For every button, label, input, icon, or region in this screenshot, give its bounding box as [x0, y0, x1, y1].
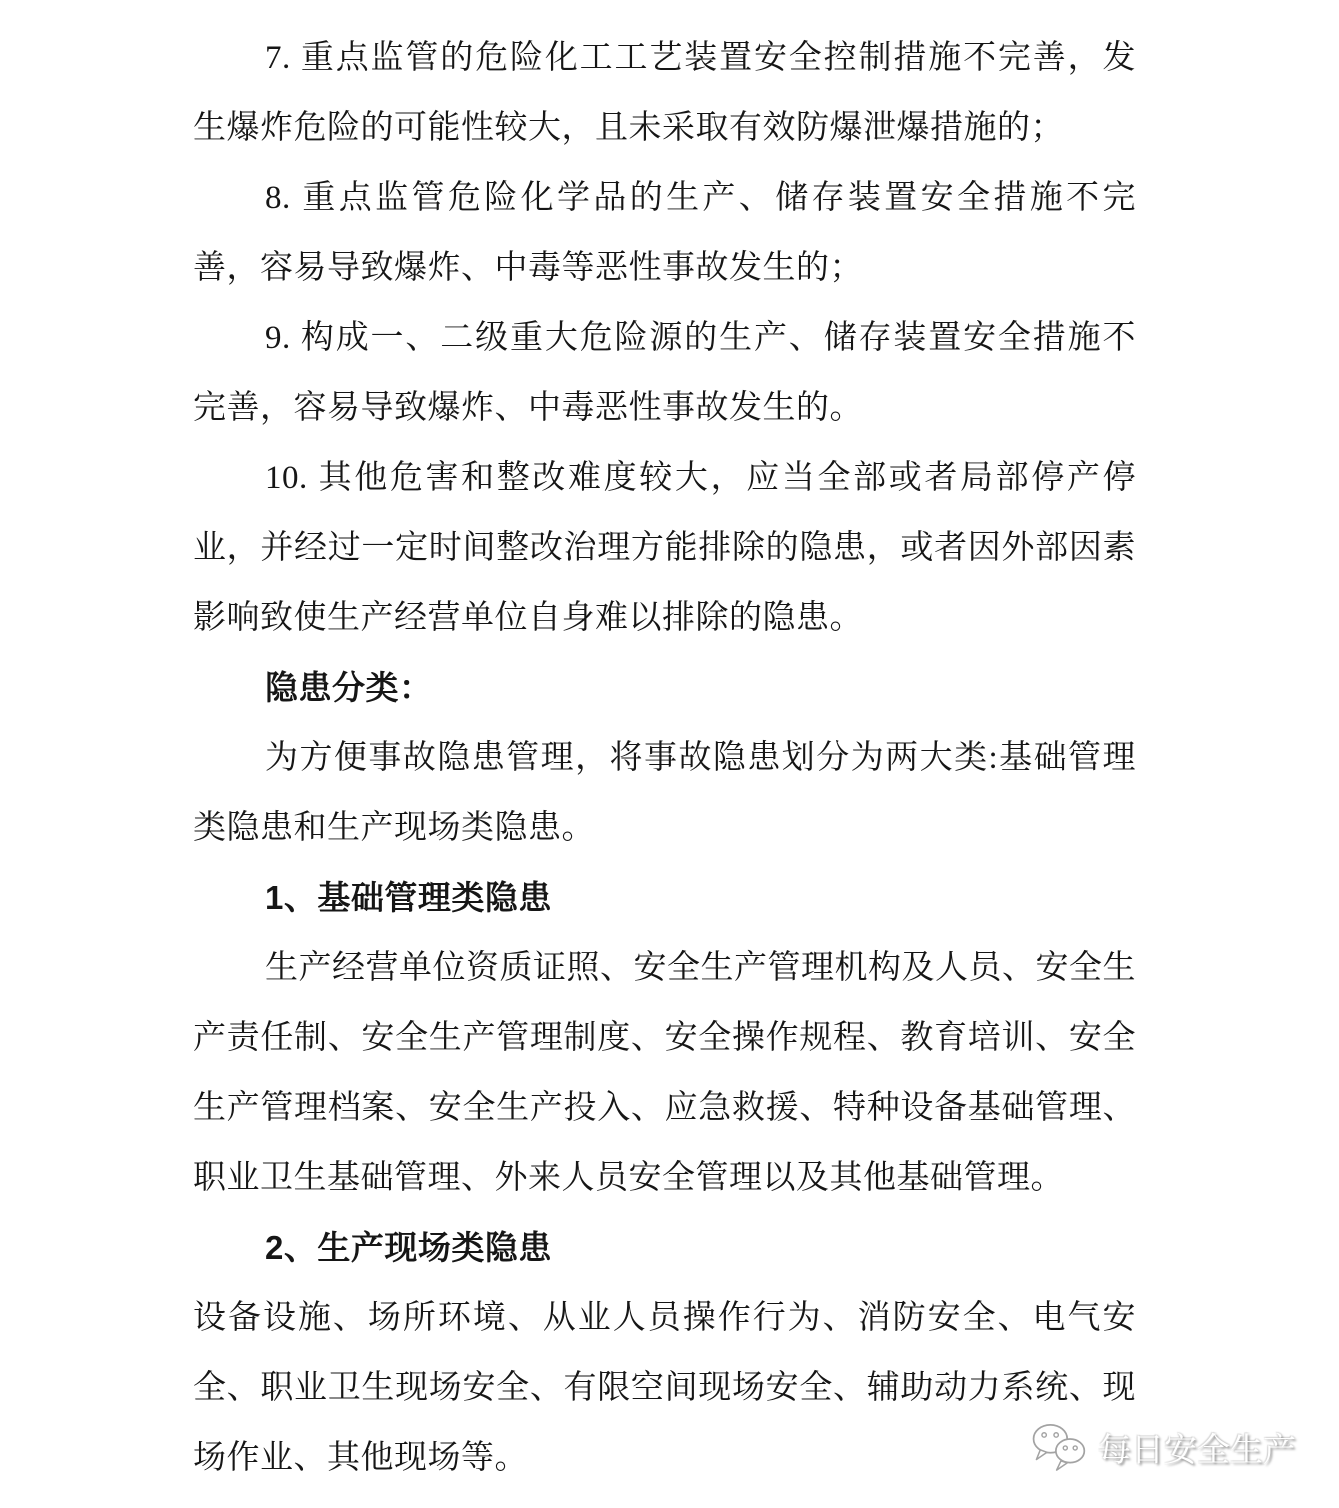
watermark [1030, 1420, 1296, 1474]
paragraph-item-8: 8. 重点监管危险化学品的生产、储存装置安全措施不完善，容易导致爆炸、中毒等恶性事故发生的； [193, 180, 1136, 286]
wechat-logo-icon [1030, 1422, 1090, 1472]
paragraph-item-10: 10. 其他危害和整改难度较大，应当全部或者局部停产停业，并经过一定时间整改治理方能排除的隐患，或者因外部因素影响致使生产经营单位自身难以排除的隐患。 [193, 460, 1136, 636]
paragraph-basic-management-items: 生产经营单位资质证照、安全生产管理机构及人员、安全生产责任制、安全生产管理制度、安全操作规程、教育培训、安全生产管理档案、安全生产投入、应急救援、特种设备基础管理、职业卫生基础管理、外来人员安全管理以及其他基础管理。 [193, 950, 1136, 1196]
paragraph-production-site-items: 设备设施、场所环境、从业人员操作行为、消防安全、电气安全、职业卫生现场安全、有限空间现场安全、辅助动力系统、现场作业、其他现场等。 [193, 1300, 1136, 1476]
heading-hidden-danger-classification: 隐患分类： [265, 669, 433, 706]
heading-production-site-category: 2、生产现场类隐患 [265, 1229, 552, 1266]
heading-basic-management-category: 1、基础管理类隐患 [265, 879, 552, 916]
paragraph-classification-intro: 为方便事故隐患管理，将事故隐患划分为两大类:基础管理类隐患和生产现场类隐患。 [193, 740, 1136, 846]
paragraph-item-9: 9. 构成一、二级重大危险源的生产、储存装置安全措施不完善，容易导致爆炸、中毒恶性事故发生的。 [193, 320, 1136, 426]
watermark-label: 每日安全生产 [1098, 1430, 1296, 1468]
paragraph-item-7: 7. 重点监管的危险化工工艺装置安全控制措施不完善，发生爆炸危险的可能性较大，且未采取有效防爆泄爆措施的； [193, 40, 1136, 146]
